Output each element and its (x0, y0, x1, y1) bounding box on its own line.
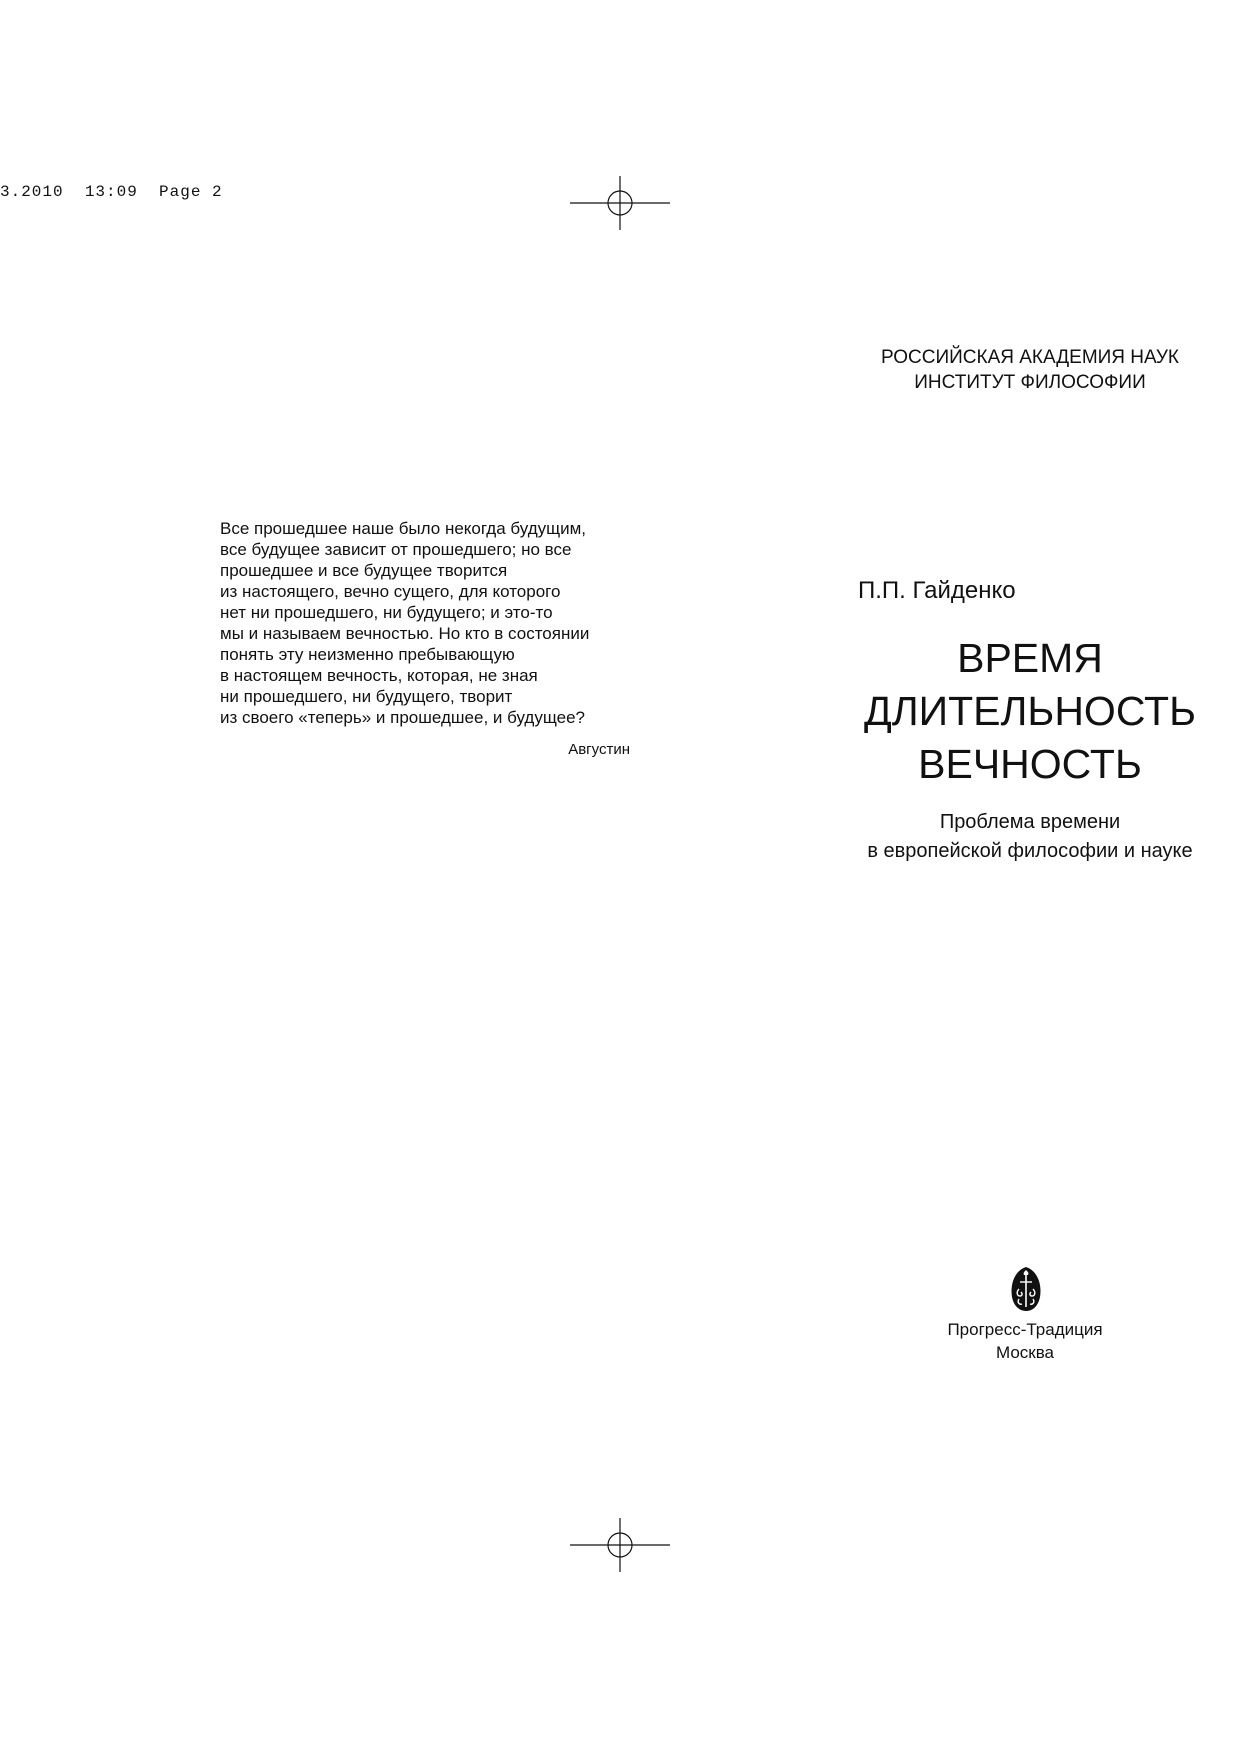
publisher-imprint (920, 1318, 1130, 1364)
epigraph-line: в настоящем вечность, которая, не зная (220, 666, 538, 685)
epigraph-attribution: Августин (568, 741, 630, 758)
book-subtitle-line: Проблема времени (939, 811, 1121, 833)
book-author: П.П. Гайденко (858, 577, 1016, 604)
epigraph-line: из настоящего, вечно сущего, для которого (220, 582, 561, 601)
book-subtitle-line: в европейской философии и науке (867, 840, 1193, 862)
publisher-city: Москва (995, 1343, 1055, 1362)
epigraph-line: Все прошедшее наше было некогда будущим, (220, 519, 587, 538)
institution-heading (850, 345, 1210, 395)
book-title-line: ВРЕМЯ (957, 635, 1103, 681)
registration-mark-top-icon (570, 176, 670, 230)
publisher-name: Прогресс-Традиция (947, 1320, 1103, 1339)
book-title-line: ДЛИТЕЛЬНОСТЬ (863, 688, 1197, 734)
epigraph-line: все будущее зависит от прошедшего; но все (220, 540, 572, 559)
book-subtitle (850, 808, 1210, 866)
registration-mark-bottom-icon (570, 1518, 670, 1572)
print-slug: 3.2010 13:09 Page 2 (0, 183, 223, 201)
epigraph-line: нет ни прошедшего, ни будущего; и это-то (220, 603, 553, 622)
epigraph-line: ни прошедшего, ни будущего, творит (220, 687, 513, 706)
epigraph-line: мы и называем вечностью. Но кто в состоянии (220, 624, 590, 643)
publisher-emblem-icon (1008, 1265, 1044, 1313)
epigraph-line: из своего «теперь» и прошедшее, и будущее? (220, 708, 585, 727)
book-title (850, 632, 1210, 791)
institution-line: ИНСТИТУТ ФИЛОСОФИИ (914, 372, 1146, 393)
institution-line: РОССИЙСКАЯ АКАДЕМИЯ НАУК (880, 347, 1180, 368)
epigraph (220, 518, 640, 728)
epigraph-line: понять эту неизменно пребывающую (220, 645, 515, 664)
book-title-line: ВЕЧНОСТЬ (918, 741, 1142, 787)
epigraph-line: прошедшее и все будущее творится (220, 561, 508, 580)
